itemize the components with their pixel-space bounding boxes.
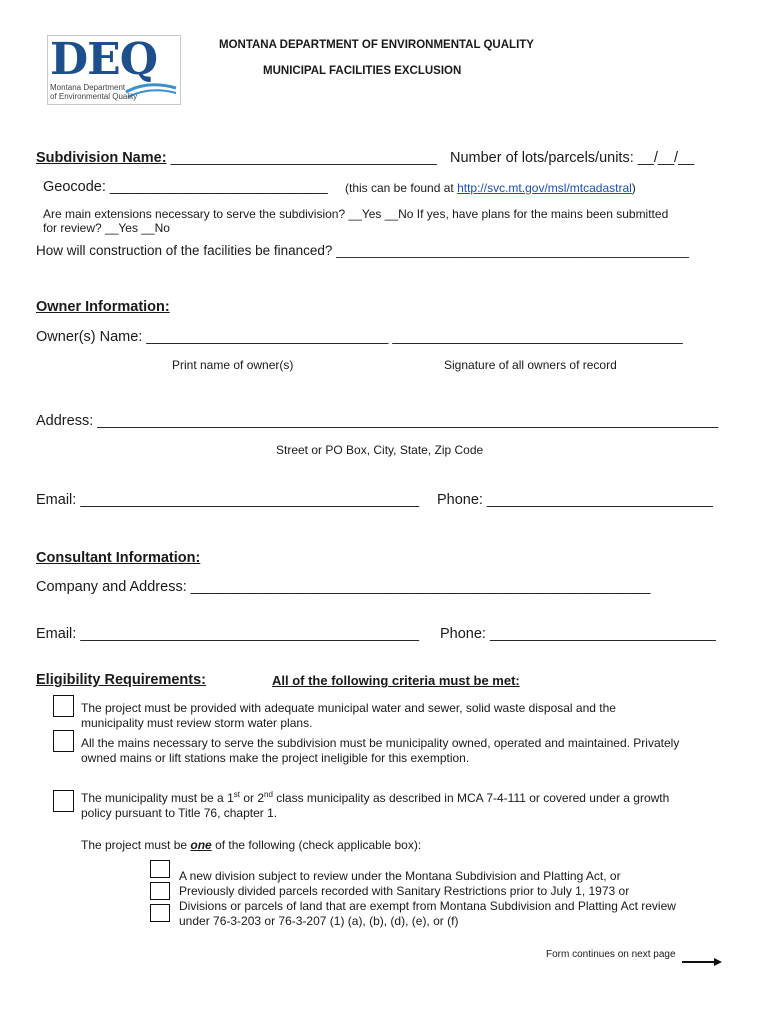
- geocode-note: [345, 181, 636, 195]
- owner-name-field[interactable]: Owner(s) Name: ______________________________ ____________________________________: [36, 329, 683, 345]
- geocode-field[interactable]: Geocode: ___________________________: [43, 179, 328, 195]
- option-1-text: A new division subject to review under the Montana Subdivision and Platting Act, or: [179, 869, 621, 883]
- cadastral-link[interactable]: http://svc.mt.gov/msl/mtcadastral: [457, 181, 632, 195]
- finance-question[interactable]: How will construction of the facilities be financed? _______________________________________________: [36, 243, 690, 258]
- subdivision-name-blank: _________________________________: [170, 150, 437, 166]
- form-title: MUNICIPAL FACILITIES EXCLUSION: [263, 65, 462, 77]
- deq-logo: [47, 35, 181, 105]
- subdivision-name-field[interactable]: [36, 150, 437, 166]
- option-1-checkbox[interactable]: [150, 860, 170, 878]
- sup-nd: nd: [264, 790, 273, 799]
- arrow-right-icon: [682, 957, 722, 967]
- consultant-email-field[interactable]: Email: __________________________________________: [36, 626, 420, 642]
- one-of-prefix: The project must be: [81, 838, 191, 852]
- eligibility-heading: Eligibility Requirements:: [36, 672, 206, 688]
- criteria-3-part-c: class municipality as described in MCA 7-4-111 or covered under a growth: [272, 791, 670, 805]
- criteria-3-part-b: or 2: [239, 791, 264, 805]
- criteria-1-line1: The project must be provided with adequate municipal water and sewer, solid waste disposal and the: [81, 701, 616, 715]
- criteria-2-text: [81, 736, 711, 766]
- address-caption: Street or PO Box, City, State, Zip Code: [276, 443, 484, 457]
- owner-email-field[interactable]: Email: __________________________________________: [36, 492, 420, 508]
- sup-st: st: [233, 790, 240, 799]
- continues-note: Form continues on next page: [546, 949, 676, 960]
- criteria-2-line1: All the mains necessary to serve the subdivision must be municipality owned, operated and maintained. Privately: [81, 736, 680, 750]
- criteria-1-checkbox[interactable]: [53, 695, 74, 717]
- option-3-line2: under 76-3-203 or 76-3-207 (1) (a), (b), (d), (e), or (f): [179, 914, 459, 928]
- criteria-1-line2: municipality must review storm water plans.: [81, 716, 313, 730]
- mains-question-line1[interactable]: Are main extensions necessary to serve the subdivision? __Yes __No If yes, have plans for the mains been submitted: [43, 207, 669, 221]
- consultant-phone-field[interactable]: Phone: ____________________________: [440, 626, 716, 642]
- mains-question-line2[interactable]: for review? __Yes __No: [43, 221, 170, 235]
- signature-caption: Signature of all owners of record: [444, 358, 617, 372]
- consultant-company-field[interactable]: Company and Address: _________________________________________________________: [36, 579, 651, 595]
- one-of-suffix: of the following (check applicable box):: [211, 838, 422, 852]
- consultant-heading: Consultant Information:: [36, 550, 201, 566]
- criteria-1-text: [81, 701, 711, 731]
- print-name-caption: Print name of owner(s): [172, 358, 294, 372]
- logo-line2: of Environmental Quality: [50, 92, 138, 101]
- geocode-note-prefix: (this can be found at: [345, 181, 458, 195]
- options-text: [179, 869, 739, 929]
- logo-line1: Montana Department: [50, 83, 126, 92]
- lots-field[interactable]: Number of lots/parcels/units: __/__/__: [450, 150, 695, 166]
- criteria-3-part-a: The municipality must be a 1: [81, 791, 234, 805]
- one-emphasis: one: [190, 838, 212, 852]
- criteria-2-line2: owned mains or lift stations make the project ineligible for this exemption.: [81, 751, 470, 765]
- criteria-heading: All of the following criteria must be met:: [272, 673, 520, 688]
- option-2-text: Previously divided parcels recorded with Sanitary Restrictions prior to July 1, 1973 or: [179, 884, 630, 898]
- option-2-checkbox[interactable]: [150, 882, 170, 900]
- owner-heading: Owner Information:: [36, 299, 170, 315]
- criteria-3-text: [81, 787, 711, 821]
- criteria-3-line2: policy pursuant to Title 76, chapter 1.: [81, 806, 278, 820]
- subdivision-name-label: Subdivision Name:: [36, 150, 167, 166]
- criteria-3-checkbox[interactable]: [53, 790, 74, 812]
- logo-letters: DEQ: [50, 35, 158, 85]
- criteria-3-line1: [81, 787, 711, 806]
- criteria-2-checkbox[interactable]: [53, 730, 74, 752]
- one-of-instruction: [81, 838, 421, 852]
- option-3-checkbox[interactable]: [150, 904, 170, 922]
- geocode-note-suffix: ): [631, 181, 636, 195]
- owner-address-field[interactable]: Address: _____________________________________________________________________________: [36, 413, 719, 429]
- option-3-line1: Divisions or parcels of land that are exempt from Montana Subdivision and Platting Act review: [179, 899, 676, 913]
- agency-title: MONTANA DEPARTMENT OF ENVIRONMENTAL QUALITY: [219, 39, 534, 51]
- owner-phone-field[interactable]: Phone: ____________________________: [437, 492, 713, 508]
